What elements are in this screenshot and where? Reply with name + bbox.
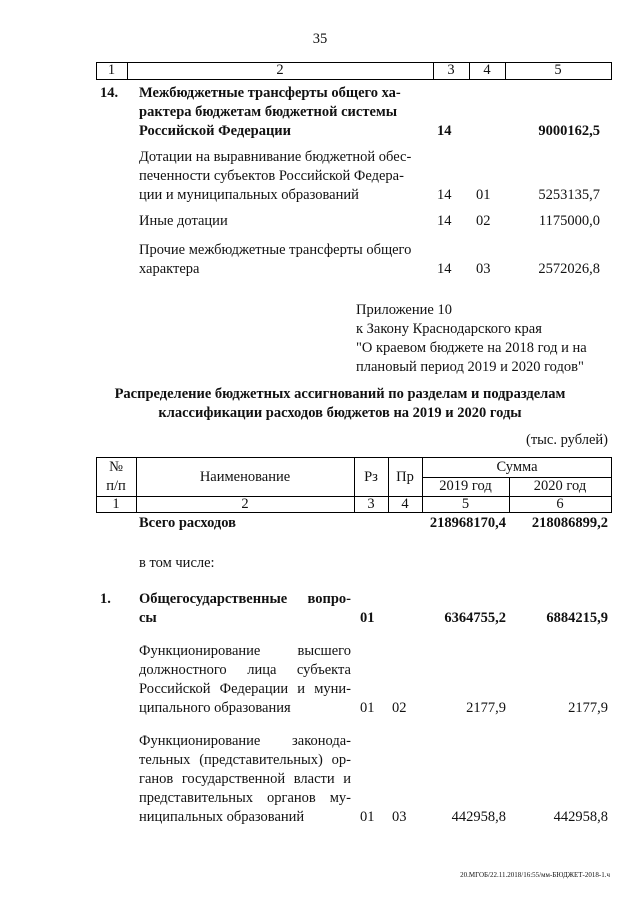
row-2020: 2177,9 bbox=[568, 700, 608, 716]
row-name: Иные дотации bbox=[139, 213, 228, 229]
footer-stamp: 20.МГОБ/22.11.2018/16:55/мм-БЮДЖЕТ-2018-1.ч bbox=[460, 871, 610, 879]
row-2020: 6884215,9 bbox=[546, 610, 608, 626]
row-rz: 01 bbox=[360, 700, 375, 716]
row-2020: 442958,8 bbox=[553, 809, 608, 825]
row-rz: 01 bbox=[360, 610, 375, 626]
row-name: Прочие межбюджетные трансферты общего характера bbox=[139, 242, 412, 277]
col-2020-header: 2020 год bbox=[533, 478, 587, 494]
row-pr: 02 bbox=[476, 213, 491, 229]
row-rz: 14 bbox=[437, 213, 452, 229]
top-col-3: 3 bbox=[447, 62, 455, 78]
index-4: 4 bbox=[401, 496, 409, 512]
row-pr: 03 bbox=[476, 261, 491, 277]
index-5: 5 bbox=[461, 496, 470, 512]
row-2019: 2177,9 bbox=[466, 700, 506, 716]
top-col-2: 2 bbox=[276, 62, 284, 78]
row-rz: 14 bbox=[437, 123, 452, 139]
row-name: Общегосударственные вопро- сы bbox=[139, 591, 351, 626]
total-2019: 218968170,4 bbox=[429, 515, 506, 531]
row-name: Функционирование законода- тельных (представительных) ор- ганов государственной власти и представительных органов му- ниципальных образований bbox=[139, 733, 351, 825]
row-number: 14. bbox=[100, 85, 119, 101]
row-number: 1. bbox=[100, 591, 111, 607]
top-col-5: 5 bbox=[554, 62, 562, 78]
index-3: 3 bbox=[367, 496, 375, 512]
index-6: 6 bbox=[556, 496, 564, 512]
row-rz: 14 bbox=[437, 187, 452, 203]
row-2019: 442958,8 bbox=[451, 809, 506, 825]
row-name: Дотации на выравнивание бюджетной обес- печенности субъектов Российской Федера- ции и муниципальных образований bbox=[139, 149, 412, 203]
col-name-header: Наименование bbox=[199, 469, 291, 485]
row-name: Межбюджетные трансферты общего ха- рактера бюджетам бюджетной системы Российской Федерации bbox=[139, 85, 401, 139]
document-title: Распределение бюджетных ассигнований по разделам и подразделам классификации расходов бюджетов на 2019 и 2020 годы bbox=[114, 386, 566, 421]
subtitle: в том числе: bbox=[139, 555, 215, 571]
row-pr: 02 bbox=[392, 700, 407, 716]
top-col-4: 4 bbox=[483, 62, 491, 78]
row-sum: 9000162,5 bbox=[538, 123, 600, 139]
total-label: Всего расходов bbox=[139, 515, 236, 531]
row-sum: 1175000,0 bbox=[538, 213, 600, 229]
col-rz-header: Рз bbox=[364, 469, 378, 485]
row-pr: 03 bbox=[392, 809, 407, 825]
index-2: 2 bbox=[241, 496, 249, 512]
row-rz: 01 bbox=[360, 809, 375, 825]
row-rz: 14 bbox=[437, 261, 452, 277]
appendix-note: Приложение 10 к Закону Краснодарского края "О краевом бюджете на 2018 год и на плановый период 2019 и 2020 годов" bbox=[356, 302, 587, 375]
index-1: 1 bbox=[112, 496, 120, 512]
col-2019-header: 2019 год bbox=[439, 478, 492, 494]
row-sum: 2572026,8 bbox=[538, 261, 600, 277]
row-name: Функционирование высшего должностного лица субъекта Российской Федерации и муни- ципального образования bbox=[139, 643, 351, 716]
total-2020: 218086899,2 bbox=[531, 515, 608, 531]
col-sum-header: Сумма bbox=[496, 459, 538, 475]
row-pr: 01 bbox=[476, 187, 491, 203]
units-label: (тыс. рублей) bbox=[526, 432, 608, 448]
row-sum: 5253135,7 bbox=[538, 187, 600, 203]
page-number: 35 bbox=[312, 31, 328, 47]
top-col-1: 1 bbox=[107, 62, 116, 78]
row-2019: 6364755,2 bbox=[444, 610, 506, 626]
col-num-header: № п/п bbox=[106, 459, 126, 494]
col-pr-header: Пр bbox=[396, 469, 414, 485]
